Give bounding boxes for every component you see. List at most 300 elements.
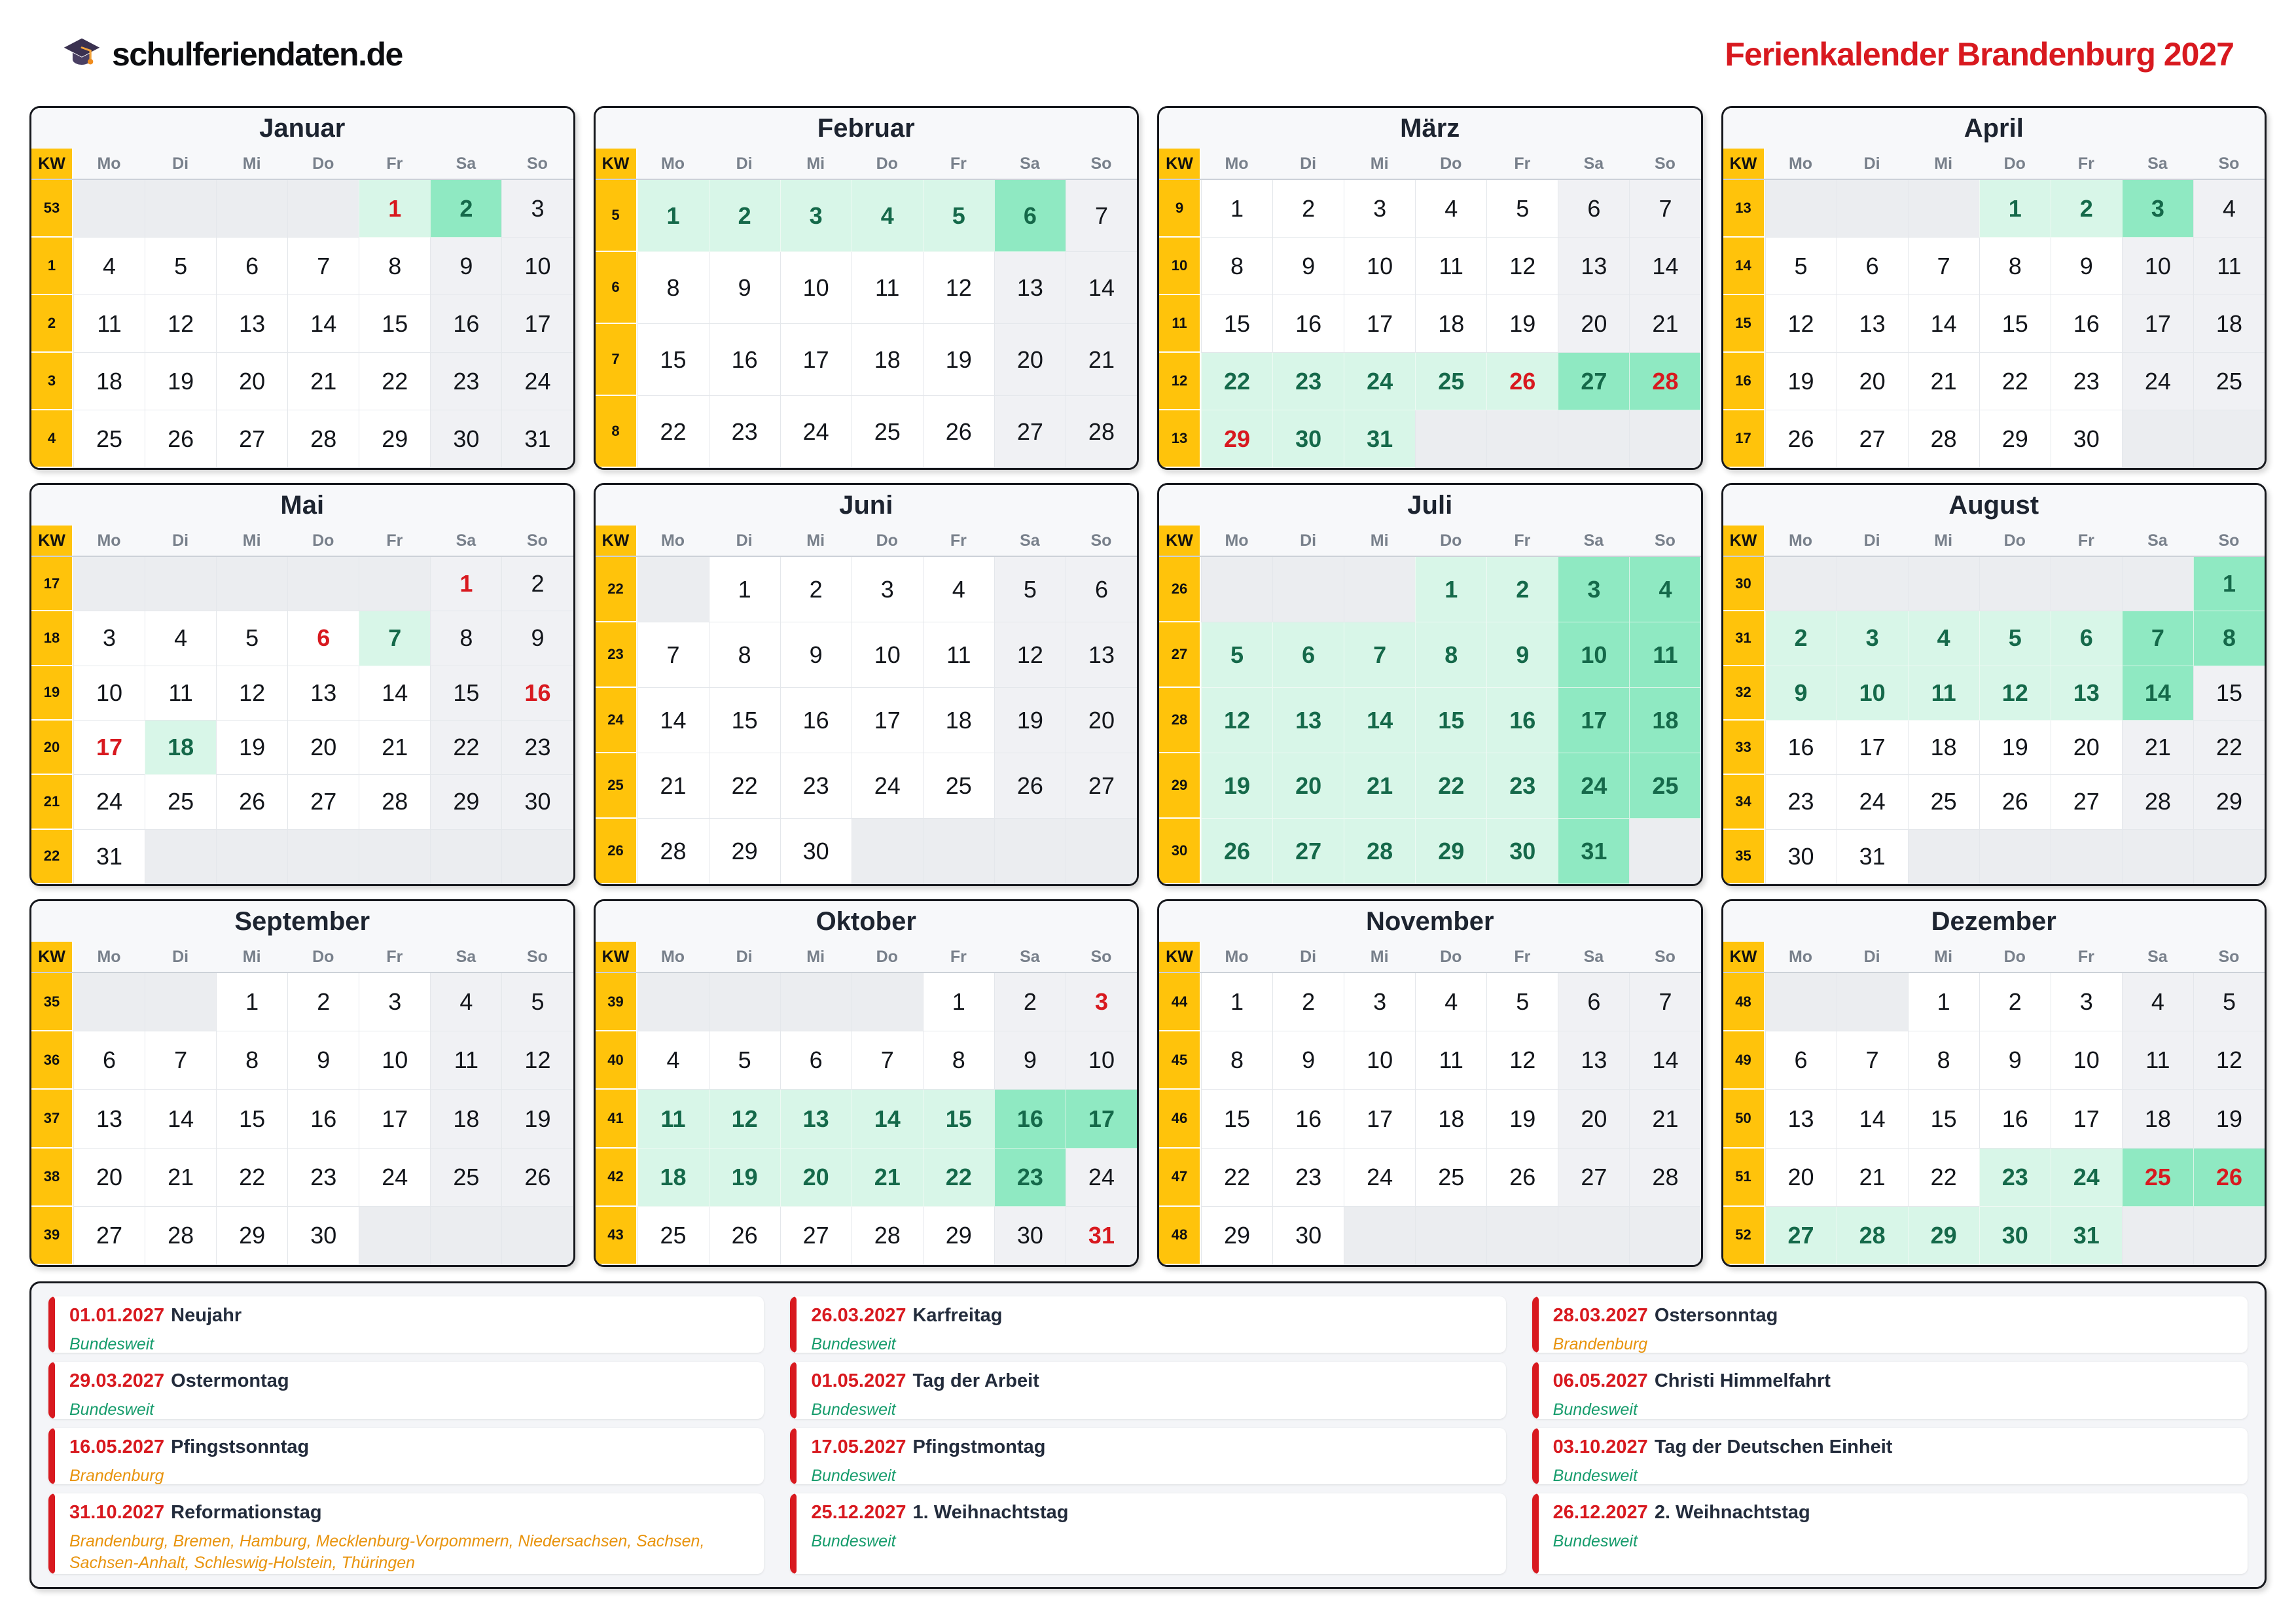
day-number: 25 — [1930, 788, 1957, 815]
month-card-oktober — [594, 899, 1139, 1267]
week-row — [1159, 1090, 1701, 1148]
day-number: 18 — [453, 1105, 480, 1132]
day-cell — [501, 180, 573, 238]
day-cell — [1415, 622, 1486, 688]
weekday-label: Fr — [950, 531, 967, 550]
weekday-label: Di — [1300, 531, 1317, 550]
day-number: 14 — [1652, 252, 1679, 279]
day-cell — [430, 353, 501, 410]
day-number: 15 — [660, 346, 687, 373]
day-cell — [1558, 557, 1629, 622]
day-number: 5 — [1230, 641, 1244, 668]
kw-cell: 48 — [1159, 1207, 1201, 1265]
day-number: 25 — [874, 418, 901, 445]
day-cell — [1629, 622, 1700, 688]
day-number: 28 — [310, 425, 337, 452]
weekday-label: Fr — [2077, 531, 2094, 550]
legend-name: 1. Weihnachtstag — [912, 1502, 1069, 1524]
day-number: 24 — [1581, 772, 1607, 799]
day-cell — [1486, 180, 1558, 238]
week-row — [596, 819, 1138, 884]
day-cell — [2051, 1149, 2122, 1207]
day-cell — [216, 1090, 287, 1148]
day-number: 28 — [1859, 1221, 1886, 1249]
empty-cell — [287, 830, 359, 884]
kw-cell: 25 — [596, 753, 637, 819]
day-number: 18 — [874, 346, 901, 373]
day-cell — [1272, 753, 1344, 819]
day-number: 23 — [1295, 1163, 1322, 1190]
site-logo[interactable] — [62, 35, 403, 74]
day-cell — [2051, 973, 2122, 1031]
day-number: 11 — [2145, 1046, 2170, 1074]
day-number: 12 — [1224, 706, 1251, 734]
empty-cell — [1837, 180, 1908, 238]
day-cell — [1558, 688, 1629, 753]
day-number: 14 — [2144, 679, 2171, 706]
day-number: 1 — [388, 194, 402, 222]
day-cell — [852, 252, 923, 324]
day-number: 15 — [453, 679, 480, 706]
day-number: 27 — [239, 425, 266, 452]
day-number: 4 — [2151, 988, 2164, 1016]
legend-card — [790, 1296, 1505, 1353]
weekday-label: Mi — [1934, 947, 1953, 966]
month-card-april — [1721, 106, 2267, 470]
legend-headline — [1553, 1502, 2232, 1524]
day-number: 8 — [1230, 1046, 1244, 1074]
week-row — [31, 1207, 573, 1265]
day-number: 24 — [1088, 1163, 1115, 1190]
legend-accent-bar — [48, 1493, 55, 1574]
day-cell — [501, 557, 573, 611]
day-cell — [923, 557, 994, 622]
day-number: 14 — [382, 679, 408, 706]
day-cell — [994, 622, 1066, 688]
day-number: 20 — [1581, 1105, 1607, 1132]
graduation-cap-icon — [62, 35, 101, 74]
weekday-label: Di — [1863, 154, 1880, 173]
legend-accent-bar — [790, 1493, 797, 1574]
weekday-label: Di — [1863, 947, 1880, 966]
weekday-label: So — [526, 531, 548, 550]
day-number: 2 — [2008, 988, 2022, 1016]
month-title: November — [1159, 901, 1701, 942]
day-cell — [501, 410, 573, 468]
weekday-label: Sa — [456, 531, 476, 550]
day-cell — [2193, 557, 2265, 611]
kw-cell: 30 — [1723, 557, 1765, 611]
day-number: 6 — [2079, 624, 2093, 652]
day-number: 8 — [2008, 252, 2022, 279]
day-cell — [1558, 973, 1629, 1031]
week-row — [1159, 753, 1701, 819]
legend-date: 17.05.2027 — [811, 1436, 906, 1457]
day-cell — [780, 753, 852, 819]
day-cell — [73, 410, 145, 468]
weekday-label: Do — [312, 531, 334, 550]
day-number: 12 — [1509, 1046, 1536, 1074]
weekday-label: So — [1090, 154, 1112, 173]
day-number: 12 — [945, 274, 972, 301]
legend-name: Pfingstmontag — [912, 1436, 1046, 1457]
day-number: 28 — [382, 788, 408, 815]
weekday-label: So — [2218, 947, 2240, 966]
day-cell — [1558, 1031, 1629, 1090]
day-cell — [430, 180, 501, 238]
day-number: 19 — [1224, 772, 1251, 799]
empty-cell — [2122, 557, 2193, 611]
day-cell — [1765, 1149, 1837, 1207]
day-cell — [1908, 611, 1979, 666]
day-cell — [780, 1090, 852, 1148]
day-number: 3 — [880, 575, 894, 603]
day-number: 11 — [97, 310, 122, 337]
day-number: 6 — [1794, 1046, 1808, 1074]
day-number: 5 — [738, 1046, 751, 1074]
day-number: 16 — [2001, 1105, 2028, 1132]
day-cell — [1765, 611, 1837, 666]
day-number: 16 — [310, 1105, 337, 1132]
day-cell — [216, 721, 287, 775]
day-number: 3 — [1865, 624, 1879, 652]
day-number: 4 — [666, 1046, 680, 1074]
legend-regions: Bundesweit — [69, 1400, 154, 1419]
week-row — [1723, 238, 2265, 295]
day-number: 28 — [168, 1221, 194, 1249]
day-number: 7 — [174, 1046, 188, 1074]
day-number: 9 — [1023, 1046, 1037, 1074]
day-number: 27 — [96, 1221, 123, 1249]
kw-cell: 33 — [1723, 721, 1765, 775]
day-cell — [637, 252, 709, 324]
day-cell — [1344, 1031, 1415, 1090]
week-row — [596, 1149, 1138, 1207]
week-row — [31, 721, 573, 775]
day-cell — [1837, 1031, 1908, 1090]
day-cell — [430, 1090, 501, 1148]
empty-cell — [501, 830, 573, 884]
day-cell — [1558, 622, 1629, 688]
weekday-label: Do — [876, 947, 898, 966]
day-number: 10 — [2144, 252, 2171, 279]
empty-cell — [1201, 557, 1272, 622]
weekday-label: Mi — [1934, 154, 1953, 173]
kw-header-label: KW — [1723, 942, 1765, 972]
day-number: 18 — [2144, 1105, 2171, 1132]
week-row — [31, 611, 573, 666]
page-title: Ferienkalender Brandenburg 2027 — [1725, 36, 2234, 73]
day-number: 13 — [1859, 310, 1886, 337]
empty-cell — [1415, 410, 1486, 468]
kw-header-label: KW — [1159, 526, 1201, 556]
day-cell — [1272, 973, 1344, 1031]
day-number: 22 — [2001, 367, 2028, 395]
day-cell — [1486, 973, 1558, 1031]
day-number: 12 — [1509, 252, 1536, 279]
legend-name: Christi Himmelfahrt — [1654, 1370, 1831, 1392]
day-number: 30 — [1295, 425, 1322, 452]
month-title: Februar — [596, 108, 1138, 149]
weekday-label: Di — [172, 531, 189, 550]
day-cell — [780, 1149, 852, 1207]
weekday-label: Do — [1440, 947, 1462, 966]
empty-cell — [1765, 557, 1837, 611]
legend-card — [790, 1362, 1505, 1418]
day-number: 17 — [1367, 1105, 1393, 1132]
day-number: 26 — [1224, 837, 1251, 865]
weekday-label: Fr — [1514, 531, 1531, 550]
week-row — [31, 830, 573, 884]
weekday-header-row — [31, 149, 573, 180]
day-cell — [501, 973, 573, 1031]
weekday-header-row — [596, 942, 1138, 973]
day-number: 4 — [952, 575, 965, 603]
day-cell — [780, 396, 852, 468]
day-number: 19 — [1509, 310, 1536, 337]
day-cell — [780, 557, 852, 622]
day-number: 12 — [731, 1105, 758, 1132]
day-number: 7 — [1865, 1046, 1879, 1074]
day-number: 6 — [245, 252, 259, 279]
day-cell — [145, 1207, 216, 1265]
day-cell — [430, 238, 501, 295]
day-number: 11 — [660, 1105, 686, 1132]
weekday-label: Mo — [660, 154, 685, 173]
day-number: 9 — [1794, 679, 1808, 706]
day-cell — [1908, 775, 1979, 829]
weekday-label: Fr — [1514, 947, 1531, 966]
day-cell — [923, 688, 994, 753]
day-number: 22 — [1224, 367, 1251, 395]
day-number: 7 — [317, 252, 331, 279]
day-number: 20 — [1295, 772, 1322, 799]
day-number: 17 — [1367, 310, 1393, 337]
day-number: 21 — [1859, 1163, 1886, 1190]
day-cell — [1201, 410, 1272, 468]
day-number: 30 — [524, 788, 551, 815]
day-cell — [501, 611, 573, 666]
day-number: 21 — [382, 734, 408, 761]
weekday-label: Do — [1440, 531, 1462, 550]
week-row — [31, 180, 573, 238]
kw-cell: 43 — [596, 1207, 637, 1265]
day-number: 24 — [1367, 367, 1393, 395]
day-number: 30 — [2001, 1221, 2028, 1249]
day-number: 24 — [1367, 1163, 1393, 1190]
weekday-label: So — [2218, 154, 2240, 173]
day-cell — [359, 1149, 430, 1207]
day-cell — [1908, 238, 1979, 295]
day-cell — [2122, 775, 2193, 829]
day-number: 4 — [459, 988, 473, 1016]
day-number: 31 — [96, 842, 123, 870]
day-number: 13 — [1088, 641, 1115, 668]
day-number: 8 — [1444, 641, 1458, 668]
day-cell — [216, 410, 287, 468]
day-number: 21 — [2144, 734, 2171, 761]
day-number: 7 — [1937, 252, 1950, 279]
day-number: 29 — [1930, 1221, 1957, 1249]
day-number: 18 — [945, 706, 972, 734]
day-number: 17 — [524, 310, 551, 337]
day-cell — [1979, 973, 2051, 1031]
day-cell — [1201, 973, 1272, 1031]
day-cell — [1201, 819, 1272, 884]
day-number: 2 — [2079, 194, 2093, 222]
day-number: 7 — [880, 1046, 894, 1074]
day-number: 1 — [2008, 194, 2022, 222]
kw-header-label: KW — [31, 526, 73, 556]
day-number: 11 — [1653, 641, 1678, 668]
day-cell — [359, 1090, 430, 1148]
day-cell — [994, 973, 1066, 1031]
day-cell — [1486, 1090, 1558, 1148]
day-cell — [359, 721, 430, 775]
day-cell — [359, 295, 430, 353]
day-cell — [2193, 180, 2265, 238]
day-number: 19 — [731, 1163, 758, 1190]
empty-cell — [73, 180, 145, 238]
legend-accent-bar — [790, 1296, 797, 1353]
day-number: 20 — [802, 1163, 829, 1190]
day-cell — [709, 688, 780, 753]
day-number: 4 — [1659, 575, 1672, 603]
day-cell — [1486, 1149, 1558, 1207]
week-row — [1723, 557, 2265, 611]
day-cell — [1201, 688, 1272, 753]
day-cell — [1486, 238, 1558, 295]
weekday-label: Mi — [1934, 531, 1953, 550]
day-cell — [637, 622, 709, 688]
weekday-label: Fr — [950, 154, 967, 173]
day-cell — [1629, 180, 1700, 238]
legend-name: 2. Weihnachtstag — [1654, 1502, 1810, 1524]
kw-cell: 15 — [1723, 295, 1765, 353]
day-number: 31 — [1088, 1221, 1115, 1249]
empty-cell — [287, 180, 359, 238]
empty-cell — [1765, 180, 1837, 238]
day-number: 20 — [1787, 1163, 1814, 1190]
kw-header-label: KW — [31, 149, 73, 179]
day-cell — [994, 1149, 1066, 1207]
day-number: 25 — [660, 1221, 687, 1249]
week-row — [1159, 1031, 1701, 1090]
kw-cell: 23 — [596, 622, 637, 688]
day-number: 18 — [2215, 310, 2242, 337]
day-cell — [923, 753, 994, 819]
day-cell — [145, 666, 216, 721]
month-title: Januar — [31, 108, 573, 149]
day-number: 30 — [310, 1221, 337, 1249]
day-number: 30 — [802, 837, 829, 865]
legend-accent-bar — [790, 1428, 797, 1484]
day-cell — [73, 721, 145, 775]
legend-date: 25.12.2027 — [811, 1502, 906, 1524]
day-cell — [1629, 238, 1700, 295]
week-row — [1723, 295, 2265, 353]
day-cell — [1837, 238, 1908, 295]
weekday-label: Sa — [2147, 947, 2168, 966]
day-number: 23 — [731, 418, 758, 445]
day-cell — [216, 295, 287, 353]
month-card-juni — [594, 483, 1139, 886]
kw-cell: 44 — [1159, 973, 1201, 1031]
day-number: 1 — [1230, 988, 1244, 1016]
day-number: 11 — [1439, 252, 1463, 279]
weekday-label: Do — [2003, 531, 2026, 550]
day-cell — [287, 611, 359, 666]
day-number: 28 — [1652, 1163, 1679, 1190]
empty-cell — [780, 973, 852, 1031]
day-number: 18 — [96, 367, 123, 395]
day-cell — [1629, 557, 1700, 622]
day-number: 22 — [660, 418, 687, 445]
day-cell — [73, 830, 145, 884]
day-cell — [2122, 611, 2193, 666]
day-number: 8 — [2222, 624, 2236, 652]
day-number: 19 — [1509, 1105, 1536, 1132]
day-cell — [1066, 622, 1137, 688]
legend-card — [48, 1428, 764, 1484]
day-number: 17 — [874, 706, 901, 734]
kw-cell: 4 — [31, 410, 73, 468]
day-cell — [1272, 353, 1344, 410]
day-cell — [359, 238, 430, 295]
week-row — [1723, 410, 2265, 468]
day-cell — [709, 252, 780, 324]
day-cell — [1344, 819, 1415, 884]
weekday-label: Sa — [1020, 154, 1040, 173]
kw-cell: 22 — [596, 557, 637, 622]
day-number: 1 — [738, 575, 751, 603]
day-cell — [1765, 238, 1837, 295]
day-number: 23 — [802, 772, 829, 799]
empty-cell — [2051, 830, 2122, 884]
kw-cell: 50 — [1723, 1090, 1765, 1148]
weekday-label: Fr — [2077, 154, 2094, 173]
day-cell — [216, 238, 287, 295]
day-number: 12 — [2001, 679, 2028, 706]
day-number: 19 — [2001, 734, 2028, 761]
day-cell — [2193, 1031, 2265, 1090]
weekday-label: So — [2218, 531, 2240, 550]
kw-cell: 34 — [1723, 775, 1765, 829]
day-cell — [1837, 775, 1908, 829]
day-number: 10 — [1088, 1046, 1115, 1074]
day-number: 7 — [1094, 202, 1108, 229]
day-cell — [430, 775, 501, 829]
kw-cell: 48 — [1723, 973, 1765, 1031]
day-cell — [216, 611, 287, 666]
day-number: 22 — [2215, 734, 2242, 761]
day-number: 13 — [96, 1105, 123, 1132]
empty-cell — [1558, 410, 1629, 468]
day-number: 4 — [2222, 194, 2236, 222]
day-cell — [2051, 775, 2122, 829]
legend-card — [790, 1493, 1505, 1574]
day-cell — [216, 666, 287, 721]
day-number: 8 — [1937, 1046, 1950, 1074]
legend-date: 26.12.2027 — [1552, 1502, 1648, 1524]
day-cell — [1272, 295, 1344, 353]
day-cell — [1765, 1031, 1837, 1090]
weekday-header-row — [1723, 149, 2265, 180]
day-number: 27 — [310, 788, 337, 815]
week-row — [31, 557, 573, 611]
weekday-label: Mo — [97, 947, 121, 966]
day-number: 25 — [2215, 367, 2242, 395]
